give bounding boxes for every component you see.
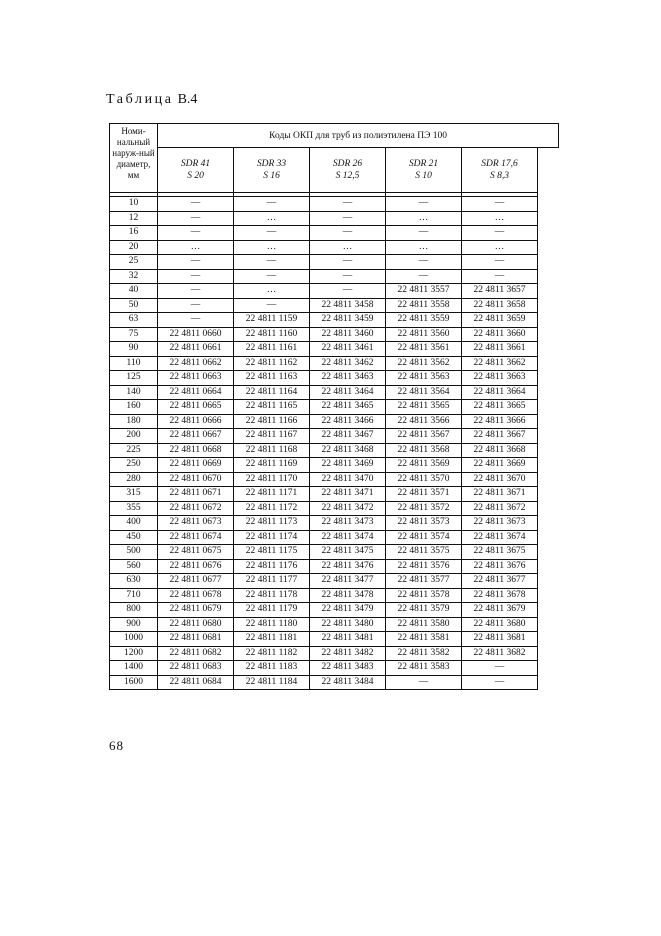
blank-cell xyxy=(538,516,559,531)
okp-code-cell: 22 4811 0681 xyxy=(158,632,234,647)
diameter-cell: 200 xyxy=(110,429,158,444)
diameter-cell: 1000 xyxy=(110,632,158,647)
okp-code-cell: — xyxy=(310,197,386,212)
okp-code-cell: 22 4811 1171 xyxy=(234,487,310,502)
blank-cell xyxy=(538,414,559,429)
okp-code-cell: … xyxy=(462,211,538,226)
table-row xyxy=(110,661,559,676)
okp-code-cell: 22 4811 3459 xyxy=(310,313,386,328)
table-row xyxy=(110,516,559,531)
diameter-cell: 110 xyxy=(110,356,158,371)
blank-cell xyxy=(538,588,559,603)
diameter-cell: 1200 xyxy=(110,646,158,661)
okp-code-cell: — xyxy=(158,211,234,226)
table-caption-number: В.4 xyxy=(177,92,198,107)
okp-code-cell: 22 4811 3575 xyxy=(386,545,462,560)
okp-code-cell: 22 4811 3573 xyxy=(386,516,462,531)
diameter-cell: 280 xyxy=(110,472,158,487)
table-row xyxy=(110,646,559,661)
blank-cell xyxy=(538,342,559,357)
diameter-cell: 500 xyxy=(110,545,158,560)
okp-code-cell: 22 4811 3557 xyxy=(386,284,462,299)
okp-code-cell: 22 4811 3571 xyxy=(386,487,462,502)
blank-cell xyxy=(538,603,559,618)
okp-code-cell: 22 4811 3574 xyxy=(386,530,462,545)
okp-code-cell: 22 4811 3581 xyxy=(386,632,462,647)
okp-code-cell: … xyxy=(234,211,310,226)
okp-code-cell: 22 4811 1177 xyxy=(234,574,310,589)
okp-code-cell: 22 4811 3658 xyxy=(462,298,538,313)
okp-code-cell: … xyxy=(234,240,310,255)
diameter-cell: 20 xyxy=(110,240,158,255)
table-row xyxy=(110,458,559,473)
table-row xyxy=(110,545,559,560)
okp-code-cell: 22 4811 1168 xyxy=(234,443,310,458)
okp-code-cell: 22 4811 1181 xyxy=(234,632,310,647)
okp-code-cell: — xyxy=(386,255,462,270)
table-row xyxy=(110,226,559,241)
table-row xyxy=(110,487,559,502)
diameter-cell: 180 xyxy=(110,414,158,429)
blank-cell xyxy=(538,356,559,371)
okp-code-cell: 22 4811 1179 xyxy=(234,603,310,618)
okp-code-cell: 22 4811 0672 xyxy=(158,501,234,516)
okp-code-cell: 22 4811 3679 xyxy=(462,603,538,618)
okp-code-cell: 22 4811 0669 xyxy=(158,458,234,473)
okp-code-cell: 22 4811 3662 xyxy=(462,356,538,371)
okp-code-cell: 22 4811 3463 xyxy=(310,371,386,386)
okp-code-cell: 22 4811 3470 xyxy=(310,472,386,487)
blank-cell xyxy=(538,269,559,284)
okp-code-cell: 22 4811 3669 xyxy=(462,458,538,473)
okp-code-cell: 22 4811 0676 xyxy=(158,559,234,574)
okp-code-cell: 22 4811 3558 xyxy=(386,298,462,313)
okp-code-cell: 22 4811 3480 xyxy=(310,617,386,632)
okp-code-cell: 22 4811 1170 xyxy=(234,472,310,487)
okp-code-cell: — xyxy=(462,255,538,270)
okp-code-cell: — xyxy=(158,269,234,284)
okp-code-cell: … xyxy=(310,240,386,255)
diameter-cell: 630 xyxy=(110,574,158,589)
okp-code-cell: 22 4811 3664 xyxy=(462,385,538,400)
blank-cell xyxy=(538,545,559,560)
blank-cell xyxy=(538,646,559,661)
okp-code-cell: 22 4811 0665 xyxy=(158,400,234,415)
okp-code-cell: 22 4811 3483 xyxy=(310,661,386,676)
okp-code-cell: 22 4811 3579 xyxy=(386,603,462,618)
table-row xyxy=(110,414,559,429)
okp-code-cell: 22 4811 3563 xyxy=(386,371,462,386)
page-number: 68 xyxy=(109,738,124,753)
okp-code-cell: — xyxy=(158,313,234,328)
blank-cell xyxy=(538,284,559,299)
blank-cell xyxy=(538,472,559,487)
okp-code-cell: 22 4811 1172 xyxy=(234,501,310,516)
header-col-sdr21: SDR 21 S 10 xyxy=(386,148,462,193)
okp-code-cell: 22 4811 3577 xyxy=(386,574,462,589)
okp-code-cell: 22 4811 3678 xyxy=(462,588,538,603)
okp-code-cell: 22 4811 0679 xyxy=(158,603,234,618)
table-body xyxy=(110,197,559,690)
okp-code-cell: 22 4811 3663 xyxy=(462,371,538,386)
diameter-cell: 355 xyxy=(110,501,158,516)
okp-code-cell: 22 4811 0684 xyxy=(158,675,234,690)
okp-code-cell: 22 4811 3562 xyxy=(386,356,462,371)
okp-code-cell: 22 4811 0671 xyxy=(158,487,234,502)
okp-code-cell: 22 4811 3659 xyxy=(462,313,538,328)
diameter-cell: 710 xyxy=(110,588,158,603)
okp-code-cell: 22 4811 1159 xyxy=(234,313,310,328)
okp-code-cell: 22 4811 3670 xyxy=(462,472,538,487)
table-row xyxy=(110,197,559,212)
okp-code-cell: 22 4811 0666 xyxy=(158,414,234,429)
okp-code-cell: 22 4811 3560 xyxy=(386,327,462,342)
okp-code-cell: 22 4811 3482 xyxy=(310,646,386,661)
okp-code-cell: — xyxy=(234,197,310,212)
okp-code-cell: — xyxy=(310,269,386,284)
okp-code-cell: 22 4811 0677 xyxy=(158,574,234,589)
diameter-cell: 800 xyxy=(110,603,158,618)
okp-code-cell: 22 4811 3484 xyxy=(310,675,386,690)
header-col-sdr41: SDR 41 S 20 xyxy=(158,148,234,193)
okp-code-cell: 22 4811 3475 xyxy=(310,545,386,560)
okp-code-cell: 22 4811 3680 xyxy=(462,617,538,632)
okp-code-cell: 22 4811 3566 xyxy=(386,414,462,429)
table-row xyxy=(110,284,559,299)
okp-code-cell: — xyxy=(462,226,538,241)
table-row xyxy=(110,385,559,400)
okp-code-cell: 22 4811 3583 xyxy=(386,661,462,676)
table-caption-word: Таблица xyxy=(106,92,174,107)
diameter-cell: 250 xyxy=(110,458,158,473)
table-row xyxy=(110,603,559,618)
okp-code-cell: 22 4811 1175 xyxy=(234,545,310,560)
okp-code-cell: 22 4811 3476 xyxy=(310,559,386,574)
table-row xyxy=(110,298,559,313)
okp-code-cell: — xyxy=(310,284,386,299)
okp-code-cell: — xyxy=(386,197,462,212)
blank-cell xyxy=(538,661,559,676)
blank-cell xyxy=(538,327,559,342)
okp-code-cell: 22 4811 1173 xyxy=(234,516,310,531)
blank-cell xyxy=(538,632,559,647)
okp-code-cell: 22 4811 1178 xyxy=(234,588,310,603)
okp-code-cell: 22 4811 3458 xyxy=(310,298,386,313)
okp-code-cell: 22 4811 3479 xyxy=(310,603,386,618)
okp-code-cell: 22 4811 3681 xyxy=(462,632,538,647)
okp-code-cell: — xyxy=(462,269,538,284)
blank-cell xyxy=(538,429,559,444)
okp-code-cell: 22 4811 0678 xyxy=(158,588,234,603)
okp-code-cell: … xyxy=(234,284,310,299)
okp-code-cell: 22 4811 1160 xyxy=(234,327,310,342)
diameter-cell: 50 xyxy=(110,298,158,313)
table-row xyxy=(110,472,559,487)
diameter-cell: 25 xyxy=(110,255,158,270)
okp-code-cell: 22 4811 0673 xyxy=(158,516,234,531)
okp-code-cell: 22 4811 3675 xyxy=(462,545,538,560)
okp-code-cell: 22 4811 3474 xyxy=(310,530,386,545)
okp-code-cell: 22 4811 3582 xyxy=(386,646,462,661)
okp-code-cell: 22 4811 3674 xyxy=(462,530,538,545)
okp-code-cell: 22 4811 3565 xyxy=(386,400,462,415)
okp-code-cell: 22 4811 0660 xyxy=(158,327,234,342)
okp-code-cell: 22 4811 1176 xyxy=(234,559,310,574)
okp-code-cell: 22 4811 3473 xyxy=(310,516,386,531)
okp-code-cell: — xyxy=(462,197,538,212)
okp-code-cell: 22 4811 3467 xyxy=(310,429,386,444)
blank-cell xyxy=(538,400,559,415)
okp-code-cell: 22 4811 3666 xyxy=(462,414,538,429)
blank-cell xyxy=(538,675,559,690)
blank-cell xyxy=(538,559,559,574)
okp-code-cell: 22 4811 1163 xyxy=(234,371,310,386)
okp-code-cell: 22 4811 1174 xyxy=(234,530,310,545)
table-row xyxy=(110,675,559,690)
table-row xyxy=(110,632,559,647)
diameter-cell: 10 xyxy=(110,197,158,212)
okp-code-cell: 22 4811 1184 xyxy=(234,675,310,690)
okp-code-cell: 22 4811 3660 xyxy=(462,327,538,342)
table-row xyxy=(110,356,559,371)
diameter-cell: 63 xyxy=(110,313,158,328)
table-row xyxy=(110,342,559,357)
okp-codes-table-wrapper xyxy=(109,123,559,690)
okp-code-cell: 22 4811 1180 xyxy=(234,617,310,632)
okp-code-cell: 22 4811 1183 xyxy=(234,661,310,676)
table-row xyxy=(110,255,559,270)
okp-code-cell: — xyxy=(158,284,234,299)
okp-code-cell: 22 4811 0675 xyxy=(158,545,234,560)
okp-code-cell: — xyxy=(386,675,462,690)
okp-code-cell: 22 4811 3661 xyxy=(462,342,538,357)
okp-code-cell: 22 4811 3572 xyxy=(386,501,462,516)
diameter-cell: 560 xyxy=(110,559,158,574)
okp-code-cell: 22 4811 0670 xyxy=(158,472,234,487)
okp-code-cell: 22 4811 3464 xyxy=(310,385,386,400)
okp-code-cell: — xyxy=(310,211,386,226)
blank-cell xyxy=(538,255,559,270)
okp-code-cell: 22 4811 3568 xyxy=(386,443,462,458)
blank-cell xyxy=(538,574,559,589)
diameter-cell: 225 xyxy=(110,443,158,458)
table-row xyxy=(110,429,559,444)
blank-cell xyxy=(538,240,559,255)
diameter-cell: 160 xyxy=(110,400,158,415)
okp-code-cell: — xyxy=(462,661,538,676)
okp-code-cell: 22 4811 3569 xyxy=(386,458,462,473)
table-row xyxy=(110,211,559,226)
okp-code-cell: — xyxy=(462,675,538,690)
okp-code-cell: — xyxy=(310,255,386,270)
okp-code-cell: — xyxy=(234,298,310,313)
diameter-cell: 1600 xyxy=(110,675,158,690)
okp-code-cell: — xyxy=(158,197,234,212)
okp-code-cell: 22 4811 3472 xyxy=(310,501,386,516)
okp-code-cell: 22 4811 1162 xyxy=(234,356,310,371)
blank-cell xyxy=(538,385,559,400)
okp-code-cell: … xyxy=(386,211,462,226)
okp-code-cell: 22 4811 3466 xyxy=(310,414,386,429)
diameter-cell: 400 xyxy=(110,516,158,531)
okp-code-cell: 22 4811 3677 xyxy=(462,574,538,589)
okp-code-cell: 22 4811 0668 xyxy=(158,443,234,458)
okp-code-cell: 22 4811 0663 xyxy=(158,371,234,386)
okp-code-cell: 22 4811 0667 xyxy=(158,429,234,444)
diameter-cell: 16 xyxy=(110,226,158,241)
okp-code-cell: 22 4811 3468 xyxy=(310,443,386,458)
table-row xyxy=(110,617,559,632)
header-col-sdr17-6: SDR 17,6 S 8,3 xyxy=(462,148,538,193)
diameter-cell: 12 xyxy=(110,211,158,226)
okp-code-cell: 22 4811 3668 xyxy=(462,443,538,458)
okp-code-cell: 22 4811 3576 xyxy=(386,559,462,574)
okp-code-cell: 22 4811 3471 xyxy=(310,487,386,502)
okp-code-cell: 22 4811 1166 xyxy=(234,414,310,429)
okp-code-cell: — xyxy=(234,226,310,241)
header-codes: Коды ОКП для труб из полиэтилена ПЭ 100 xyxy=(158,124,559,148)
blank-cell xyxy=(538,226,559,241)
okp-code-cell: 22 4811 3570 xyxy=(386,472,462,487)
table-row xyxy=(110,559,559,574)
okp-code-cell: 22 4811 3667 xyxy=(462,429,538,444)
diameter-cell: 75 xyxy=(110,327,158,342)
okp-code-cell: — xyxy=(386,269,462,284)
okp-codes-table xyxy=(109,123,559,690)
table-row xyxy=(110,574,559,589)
blank-cell xyxy=(538,371,559,386)
okp-code-cell: 22 4811 3478 xyxy=(310,588,386,603)
header-blank-cell xyxy=(538,148,559,193)
blank-cell xyxy=(538,458,559,473)
okp-code-cell: — xyxy=(310,226,386,241)
okp-code-cell: 22 4811 3462 xyxy=(310,356,386,371)
okp-code-cell: 22 4811 3564 xyxy=(386,385,462,400)
okp-code-cell: — xyxy=(158,298,234,313)
okp-code-cell: 22 4811 3580 xyxy=(386,617,462,632)
diameter-cell: 900 xyxy=(110,617,158,632)
diameter-cell: 125 xyxy=(110,371,158,386)
okp-code-cell: — xyxy=(386,226,462,241)
okp-code-cell: 22 4811 3477 xyxy=(310,574,386,589)
okp-code-cell: 22 4811 1165 xyxy=(234,400,310,415)
okp-code-cell: … xyxy=(386,240,462,255)
diameter-cell: 140 xyxy=(110,385,158,400)
blank-cell xyxy=(538,313,559,328)
okp-code-cell: 22 4811 3465 xyxy=(310,400,386,415)
table-row xyxy=(110,443,559,458)
okp-code-cell: — xyxy=(158,255,234,270)
table-row xyxy=(110,371,559,386)
okp-code-cell: 22 4811 1161 xyxy=(234,342,310,357)
blank-cell xyxy=(538,211,559,226)
okp-code-cell: … xyxy=(462,240,538,255)
okp-code-cell: 22 4811 0661 xyxy=(158,342,234,357)
table-row xyxy=(110,588,559,603)
blank-cell xyxy=(538,487,559,502)
diameter-cell: 450 xyxy=(110,530,158,545)
okp-code-cell: 22 4811 3469 xyxy=(310,458,386,473)
okp-code-cell: 22 4811 1182 xyxy=(234,646,310,661)
okp-code-cell: … xyxy=(158,240,234,255)
table-caption xyxy=(106,92,197,108)
header-col-sdr26: SDR 26 S 12,5 xyxy=(310,148,386,193)
diameter-cell: 1400 xyxy=(110,661,158,676)
okp-code-cell: 22 4811 3559 xyxy=(386,313,462,328)
okp-code-cell: 22 4811 3657 xyxy=(462,284,538,299)
blank-cell xyxy=(538,443,559,458)
blank-cell xyxy=(538,501,559,516)
table-row xyxy=(110,313,559,328)
okp-code-cell: 22 4811 3676 xyxy=(462,559,538,574)
okp-code-cell: 22 4811 3665 xyxy=(462,400,538,415)
blank-cell xyxy=(538,617,559,632)
okp-code-cell: 22 4811 3461 xyxy=(310,342,386,357)
table-row xyxy=(110,327,559,342)
okp-code-cell: 22 4811 0662 xyxy=(158,356,234,371)
okp-code-cell: 22 4811 3481 xyxy=(310,632,386,647)
okp-code-cell: 22 4811 3682 xyxy=(462,646,538,661)
okp-code-cell: — xyxy=(234,269,310,284)
diameter-cell: 90 xyxy=(110,342,158,357)
table-row xyxy=(110,530,559,545)
okp-code-cell: 22 4811 3672 xyxy=(462,501,538,516)
blank-cell xyxy=(538,197,559,212)
okp-code-cell: 22 4811 0683 xyxy=(158,661,234,676)
okp-code-cell: 22 4811 0682 xyxy=(158,646,234,661)
diameter-cell: 40 xyxy=(110,284,158,299)
table-row xyxy=(110,240,559,255)
okp-code-cell: 22 4811 3460 xyxy=(310,327,386,342)
header-col-sdr33: SDR 33 S 16 xyxy=(234,148,310,193)
okp-code-cell: — xyxy=(234,255,310,270)
blank-cell xyxy=(538,530,559,545)
okp-code-cell: 22 4811 0680 xyxy=(158,617,234,632)
table-row xyxy=(110,400,559,415)
table-row xyxy=(110,501,559,516)
table-row xyxy=(110,269,559,284)
okp-code-cell: 22 4811 1164 xyxy=(234,385,310,400)
diameter-cell: 32 xyxy=(110,269,158,284)
okp-code-cell: 22 4811 3567 xyxy=(386,429,462,444)
blank-cell xyxy=(538,298,559,313)
okp-code-cell: 22 4811 3578 xyxy=(386,588,462,603)
okp-code-cell: 22 4811 1169 xyxy=(234,458,310,473)
okp-code-cell: 22 4811 3673 xyxy=(462,516,538,531)
okp-code-cell: 22 4811 0674 xyxy=(158,530,234,545)
okp-code-cell: — xyxy=(158,226,234,241)
diameter-cell: 315 xyxy=(110,487,158,502)
okp-code-cell: 22 4811 3561 xyxy=(386,342,462,357)
okp-code-cell: 22 4811 3671 xyxy=(462,487,538,502)
header-diameter: Номи-нальный наруж-ный диаметр, мм xyxy=(110,124,158,193)
okp-code-cell: 22 4811 0664 xyxy=(158,385,234,400)
okp-code-cell: 22 4811 1167 xyxy=(234,429,310,444)
